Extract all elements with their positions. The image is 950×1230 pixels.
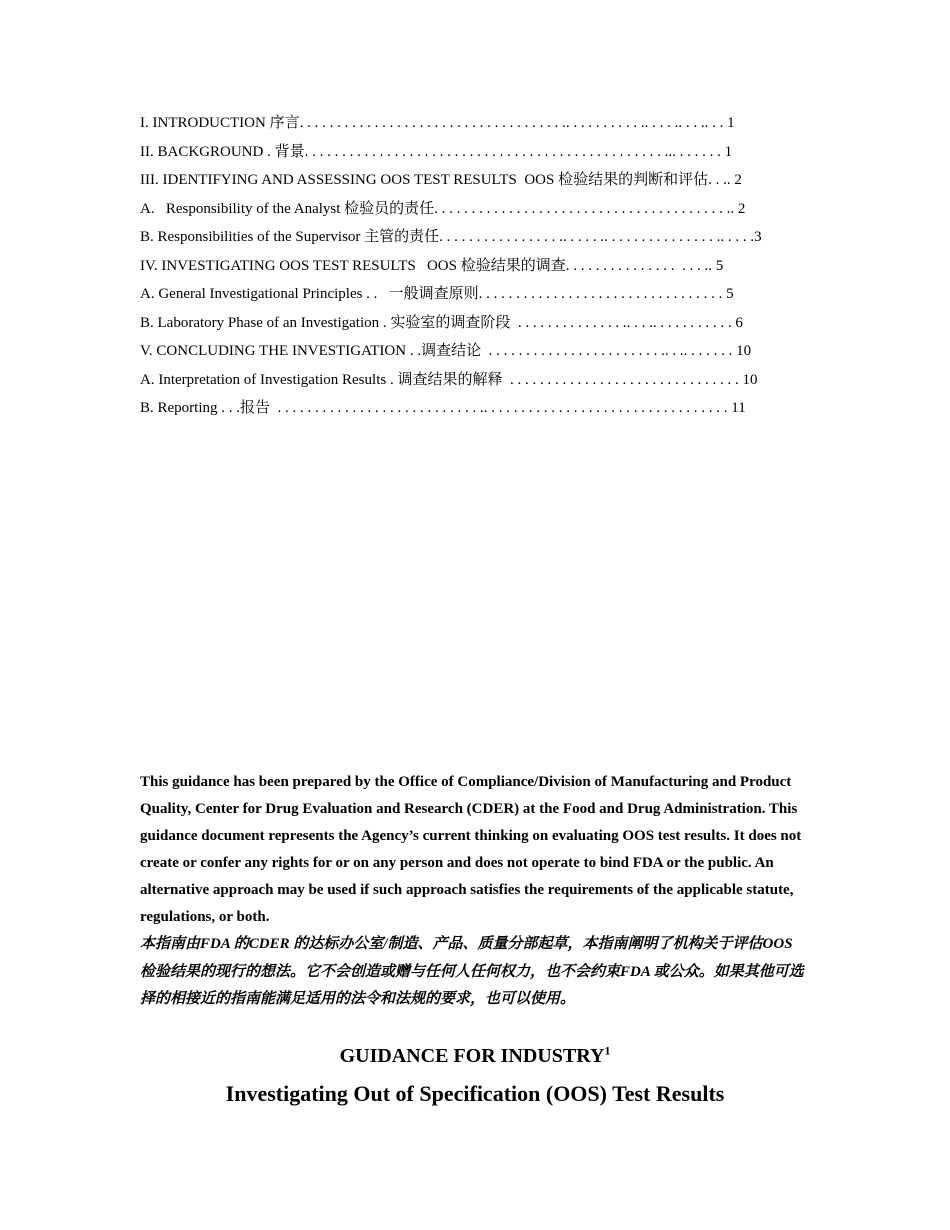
table-of-contents bbox=[140, 109, 820, 423]
document-title bbox=[0, 1042, 950, 1070]
notice-chinese: 本指南由FDA 的CDER 的达标办公室/制造、产品、质量分部起草，本指南阐明了机构关于评估OOS 检验结果的现行的想法。它不会创造或赠与任何人任何权力，也不会约束FDA 或公众。如果其他可选择的相接近的指南能满足适用的法令和法规的要求，也可以使用。 bbox=[140, 936, 804, 1007]
toc-entry-investigating[interactable]: IV. INVESTIGATING OOS TEST RESULTS OOS 检验结果的调查. . . . . . . . . . . . . . . . . . .. 5 bbox=[140, 257, 724, 274]
toc-entry-analyst-responsibility[interactable]: A. Responsibility of the Analyst 检验员的责任. . . . . . . . . . . . . . . . . . . . . . . . . . . . . . . . . . . . . . . .. 2 bbox=[140, 200, 746, 217]
toc-entry-introduction[interactable]: I. INTRODUCTION 序言. . . . . . . . . . . . . . . . . . . . . . . . . . . . . . . . . . . .. . . . . . . . . . .. . . . .. . . .. . . 1 bbox=[140, 115, 735, 131]
notice-english-line-1: This guidance has been prepared by the Office of Compliance/Division of Manufacturing and Product bbox=[140, 774, 792, 790]
toc-entry-identifying-assessing[interactable]: III. IDENTIFYING AND ASSESSING OOS TEST RESULTS OOS 检验结果的判断和评估. . .. 2 bbox=[140, 172, 742, 188]
document-title-text: GUIDANCE FOR INDUSTRY bbox=[339, 1045, 605, 1067]
toc-entry-concluding[interactable]: V. CONCLUDING THE INVESTIGATION . .调查结论 . . . . . . . . . . . . . . . . . . . . . . . .. . .. . . . . . . 10 bbox=[140, 343, 752, 359]
toc-entry-background[interactable]: II. BACKGROUND . 背景. . . . . . . . . . . . . . . . . . . . . . . . . . . . . . . . . . . . . . . . . . . . . . . . ... . . . . . . 1 bbox=[140, 143, 733, 160]
document-subtitle: Investigating Out of Specification (OOS) Test Results bbox=[225, 1081, 725, 1106]
toc-entry-supervisor-responsibilities[interactable]: B. Responsibilities of the Supervisor 主管的责任. . . . . . . . . . . . . . . . .. . . . . .. . . . . . . . . . . . . . . .. . . . .3 bbox=[140, 229, 762, 245]
toc-entry-interpretation[interactable]: A. Interpretation of Investigation Results . 调查结果的解释 . . . . . . . . . . . . . . . . . . . . . . . . . . . . . . . 10 bbox=[140, 371, 758, 388]
toc-entry-reporting[interactable]: B. Reporting . . .报告 . . . . . . . . . . . . . . . . . . . . . . . . . . . .. . . . . . . . . . . . . . . . . . . . . . . . . . . . . . . . . 11 bbox=[140, 400, 746, 416]
toc-entry-general-principles[interactable]: A. General Investigational Principles . . 一般调查原则. . . . . . . . . . . . . . . . . . . . . . . . . . . . . . . . . 5 bbox=[140, 286, 734, 302]
notice-english-line-2: Quality, Center for Drug Evaluation and Research (CDER) at the Food and Drug Administration. This guidance document represents the Agency’s current thinking on evaluating OOS test results. It does not create or confer any rights for or on any person and does not operate to bind FDA or the public. An alternative approach may be used if such approach satisfies the requirements of the applicable statute, regulations, or both. bbox=[140, 801, 802, 925]
guidance-notice bbox=[140, 769, 810, 1014]
notice-english bbox=[140, 769, 810, 931]
toc-entry-laboratory-phase[interactable]: B. Laboratory Phase of an Investigation . 实验室的调查阶段 . . . . . . . . . . . . . . .. . . .. . . . . . . . . . . 6 bbox=[140, 314, 743, 331]
footnote-marker[interactable]: 1 bbox=[604, 1043, 611, 1058]
